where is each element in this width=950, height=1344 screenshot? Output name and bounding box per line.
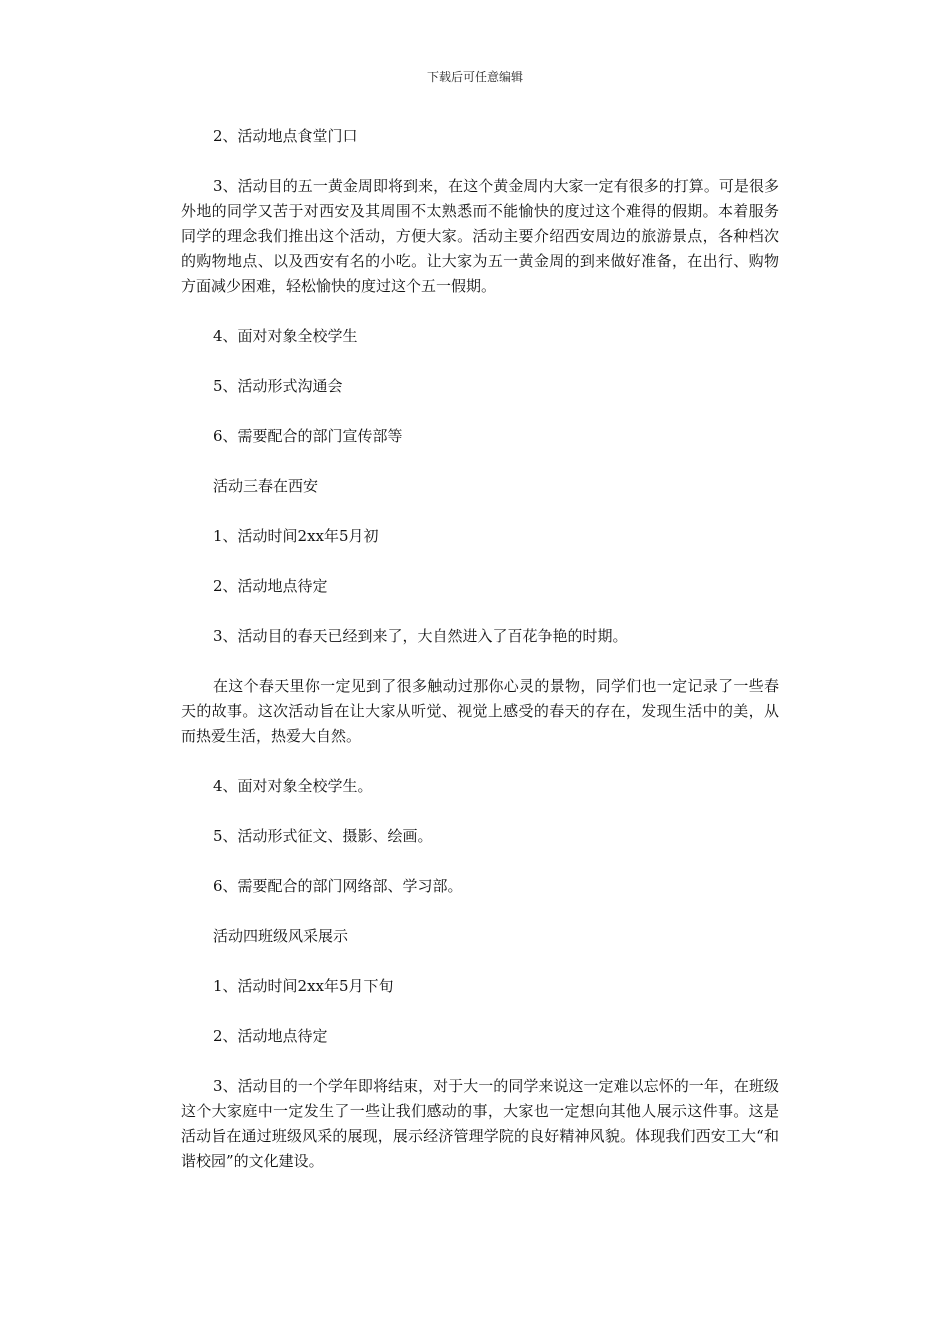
paragraph: 4、面对对象全校学生。 [213,777,373,795]
paragraph: 3、活动目的春天已经到来了，大自然进入了百花争艳的时期。 [213,627,628,645]
paragraph: 3、活动目的五一黄金周即将到来，在这个黄金周内大家一定有很多的打算。可是很多外地的同学又苦于对西安及其周围不太熟悉而不能愉快的度过这个难得的假期。本着服务同学的理念我们推出这个活动，方便大家。活动主要介绍西安周边的旅游景点，各种档次的购物地点、以及西安有名的小吃。让大家为五一黄金周的到来做好准备，在出行、购物方面减少困难，轻松愉快的度过这个五一假期。 [181,177,779,295]
paragraph: 1、活动时间2xx年5月初 [213,527,379,545]
paragraph: 4、面对对象全校学生 [213,327,358,345]
paragraph: 6、需要配合的部门宣传部等 [213,427,403,445]
paragraph: 3、活动目的一个学年即将结束，对于大一的同学来说这一定难以忘怀的一年，在班级这个大家庭中一定发生了一些让我们感动的事，大家也一定想向其他人展示这件事。这是活动旨在通过班级风采的展现，展示经济管理学院的良好精神风貌。体现我们西安工大“和谐校园”的文化建设。 [181,1077,779,1170]
paragraph: 在这个春天里你一定见到了很多触动过那你心灵的景物，同学们也一定记录了一些春天的故事。这次活动旨在让大家从听觉、视觉上感受的春天的存在，发现生活中的美，从而热爱生活，热爱大自然。 [181,677,779,745]
page-header: 下载后可任意编辑 [426,70,523,84]
paragraph: 2、活动地点食堂门口 [213,127,358,145]
paragraph: 1、活动时间2xx年5月下旬 [213,977,394,995]
paragraph: 6、需要配合的部门网络部、学习部。 [213,877,463,895]
document-body [181,124,779,1199]
paragraph: 5、活动形式征文、摄影、绘画。 [213,827,433,845]
section-heading: 活动四班级风采展示 [213,927,349,945]
section-heading: 活动三春在西安 [213,477,319,495]
paragraph: 2、活动地点待定 [213,1027,328,1045]
paragraph: 2、活动地点待定 [213,577,328,595]
paragraph: 5、活动形式沟通会 [213,377,343,395]
